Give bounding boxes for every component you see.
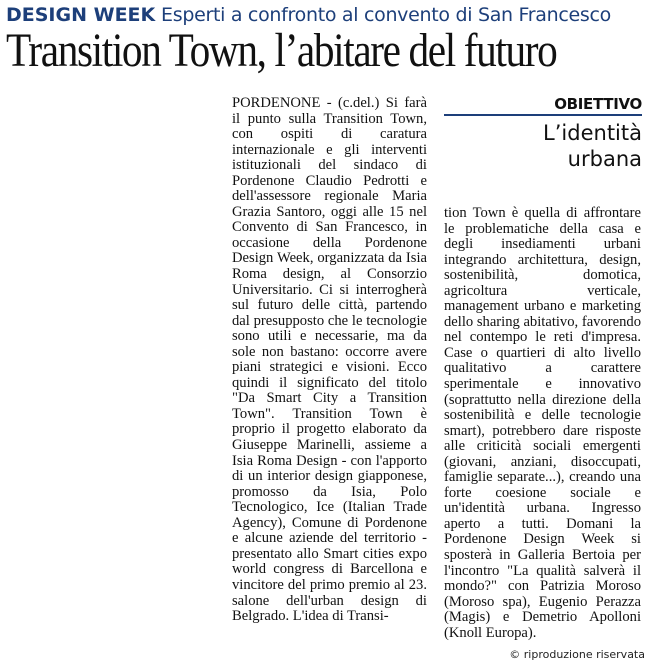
sidebar-text-content: L’identità urbana — [543, 121, 642, 171]
sidebar-divider — [444, 114, 642, 116]
article-column-1 — [232, 96, 427, 654]
article-text-col2: tion Town è quella di affrontare le problematiche della casa e degli insediamenti urbani integrando architettura, design, sostenibilità, domotica, agricoltura verticale, management urbano e marketing dello sharing abitativo, favorendo nel contempo le reti d'impresa. Case o quartieri di alto livello qualitativo a carattere sperimentale e innovativo (soprattutto nella direzione della sostenibilità e delle tecnologie smart), potrebbero dare risposte alle criticità sociali emergenti (giovani, anziani, disoccupati, famiglie separate...), creando una forte coesione sociale e un'identità urbana. Ingresso aperto a tutti. Domani la Pordenone Design Week si sposterà in Galleria Bertoia per l'incontro "La qualità salverà il mondo?" con Patrizia Moroso (Moroso spa), Eugenio Perazza (Magis) e Demetrio Apolloni (Knoll Europa). — [444, 206, 641, 641]
article-text-col1: PORDENONE - (c.del.) Si farà il punto sulla Transition Town, con ospiti di caratura internazionale e gli interventi istituzionali del sindaco di Pordenone Claudio Pedrotti e dell'assessore regionale Maria Grazia Santoro, oggi alle 15 nel Convento di San Francesco, in occasione della Pordenone Design Week, organizzata da Isia Roma design, al Consorzio Universitario. Ci si interrogherà sul futuro delle città, partendo dal presupposto che le tecnologie sono utili e necessarie, ma da sole non bastano: occorre avere piani strategici e visioni. Ecco quindi il significato del titolo "Da Smart City a Transition Town". Transition Town è proprio il progetto elaborato da Giuseppe Marinelli, assieme a Isia Roma Design - con l'apporto di un interior design giapponese, promosso da Isia, Polo Tecnologico, Ice (Italian Trade Agency), Comune di Pordenone e alcune aziende del territorio - presentato allo Smart cities expo world congress di Barcellona e vincitore del primo premio al 23. salone dell'urban design di Belgrado. L'idea di Transi- — [232, 96, 427, 625]
kicker-line — [6, 4, 611, 26]
kicker-text: Esperti a confronto al convento di San Francesco — [161, 4, 611, 26]
headline: Transition Town, l’abitare del futuro — [6, 24, 557, 77]
section-tag: DESIGN WEEK — [6, 4, 156, 26]
sidebar-label: OBIETTIVO — [554, 95, 642, 113]
copyright-notice: © riproduzione riservata — [509, 648, 645, 661]
sidebar-box — [444, 96, 642, 196]
article-column-2 — [444, 206, 641, 642]
sidebar-text — [543, 120, 642, 172]
